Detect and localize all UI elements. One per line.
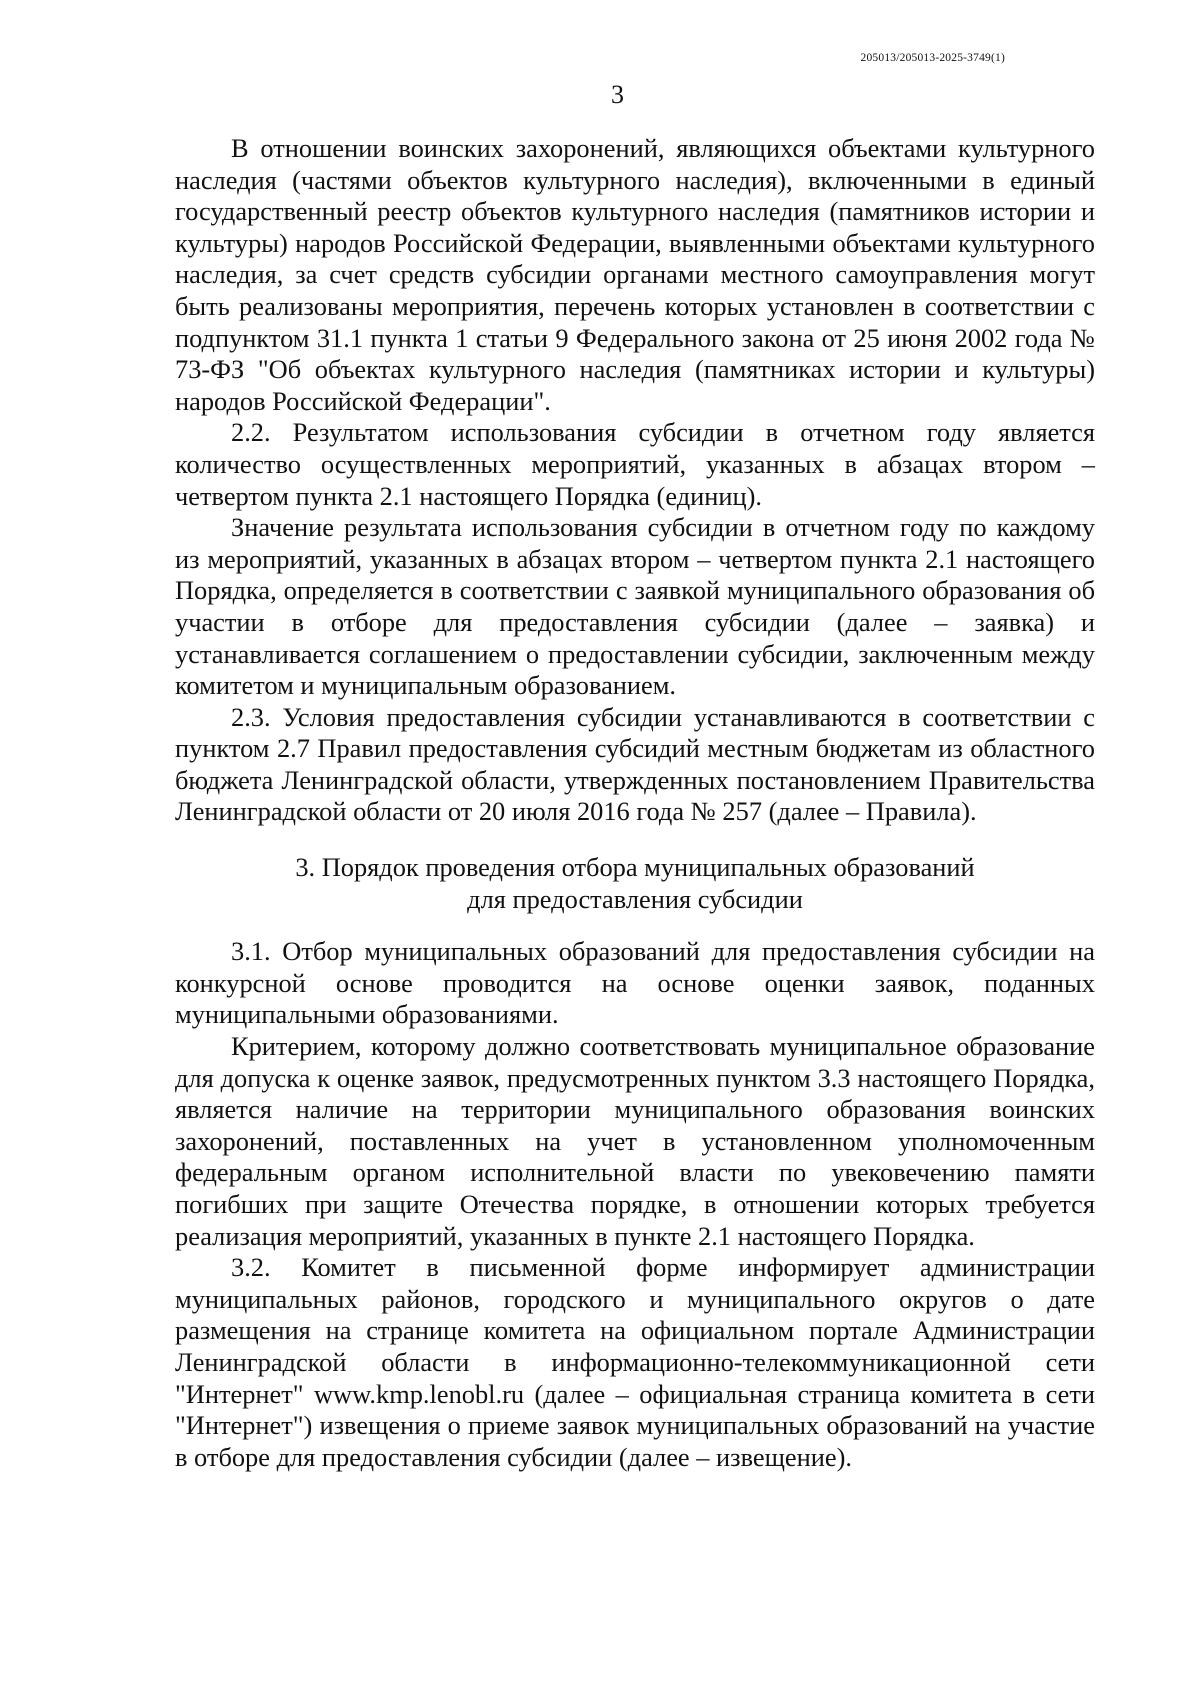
section-3-heading	[175, 852, 1095, 915]
paragraph-cultural-heritage: В отношении воинских захоронений, являющихся объектами культурного наследия (частями объектов культурного наследия), включенными в единый государственный реестр объектов культурного наследия (памятников истории и культуры) народов Российской Федерации, выявленными объектами культурного наследия, за счет средств субсидии органами местного самоуправления могут быть реализованы мероприятия, перечень которых установлен в соответствии с подпунктом 31.1 пункта 1 статьи 9 Федерального закона от 25 июня 2002 года № 73-ФЗ "Об объектах культурного наследия (памятниках истории и культуры) народов Российской Федерации".	[175, 133, 1095, 416]
paragraph-2-3: 2.3. Условия предоставления субсидии устанавливаются в соответствии с пунктом 2.7 Правил предоставления субсидий местным бюджетам из областного бюджета Ленинградской области, утвержденных постановлением Правительства Ленинградской области от 20 июля 2016 года № 257 (далее – Правила).	[175, 701, 1095, 827]
page-number: 3	[611, 80, 624, 109]
paragraph-result-value: Значение результата использования субсидии в отчетном году по каждому из мероприятий, указанных в абзацах втором – четвертом пункта 2.1 настоящего Порядка, определяется в соответствии с заявкой муниципального образования об участии в отборе для предоставления субсидии (далее – заявка) и устанавливается соглашением о предоставлении субсидии, заключенным между комитетом и муниципальным образованием.	[175, 512, 1095, 701]
paragraph-2-2: 2.2. Результатом использования субсидии в отчетном году является количество осуществленных мероприятий, указанных в абзацах втором – четвертом пункта 2.1 настоящего Порядка (единиц).	[175, 417, 1095, 511]
paragraph-3-2: 3.2. Комитет в письменной форме информирует администрации муниципальных районов, городского и муниципального округов о дате размещения на странице комитета на официальном портале Администрации Ленинградской области в информационно-телекоммуникационной сети "Интернет" www.kmp.lenobl.ru (далее – официальная страница комитета в сети "Интернет") извещения о приеме заявок муниципальных образований на участие в отборе для предоставления субсидии (далее – извещение).	[175, 1252, 1095, 1472]
section-3-title-line-1: 3. Порядок проведения отбора муниципальных образований	[295, 852, 975, 883]
section-3-title-line-2: для предоставления субсидии	[467, 883, 803, 914]
document-body	[175, 133, 1095, 1473]
document-id: 205013/205013-2025-3749(1)	[860, 52, 1005, 64]
paragraph-3-1: 3.1. Отбор муниципальных образований для предоставления субсидии на конкурсной основе проводится на основе оценки заявок, поданных муниципальными образованиями.	[175, 936, 1095, 1030]
paragraph-criterion: Критерием, которому должно соответствовать муниципальное образование для допуска к оценке заявок, предусмотренных пунктом 3.3 настоящего Порядка, является наличие на территории муниципального образования воинских захоронений, поставленных на учет в установленном уполномоченным федеральным органом исполнительной власти по увековечению памяти погибших при защите Отечества порядке, в отношении которых требуется реализация мероприятий, указанных в пункте 2.1 настоящего Порядка.	[175, 1031, 1095, 1251]
